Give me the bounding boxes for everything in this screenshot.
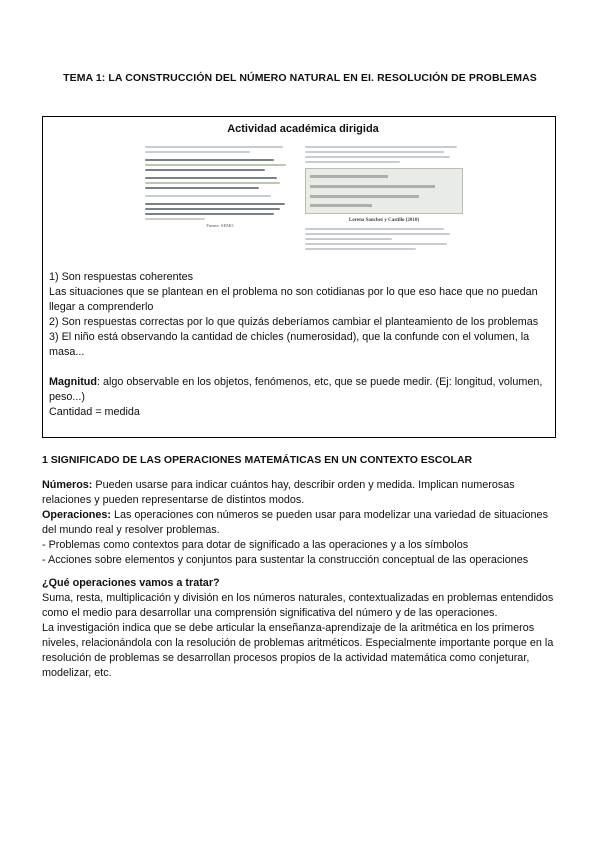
operaciones-text: Las operaciones con números se pueden usar para modelizar una variedad de situaciones del mundo real y resolver problemas. (42, 509, 548, 536)
answer-line-3: 2) Son respuestas correctas por lo que quizás deberíamos cambiar el planteamiento de los problemas (49, 316, 539, 328)
magnitud-definition (49, 375, 553, 405)
operaciones-bullet-1: - Problemas como contextos para dotar de significado a las operaciones y a los símbolos (42, 539, 469, 551)
operaciones-label: Operaciones: (42, 509, 112, 521)
embedded-screenshot (305, 168, 463, 214)
activity-image-caption-right: Lorena Sanchez y Castillo (2010) (348, 218, 420, 223)
section-body (42, 478, 558, 681)
paragraph-1: Suma, resta, multiplicación y división en los números naturales, contextualizadas en problemas entendidos como el medio para desarrollar una comprensión significativa del número y de las operaciones. (42, 592, 554, 619)
numeros-label: Números: (42, 479, 93, 491)
activity-image (143, 119, 463, 267)
page-title: TEMA 1: LA CONSTRUCCIÓN DEL NÚMERO NATURAL EN EI. RESOLUCIÓN DE PROBLEMAS (63, 72, 537, 84)
question-heading: ¿Qué operaciones vamos a tratar? (42, 577, 220, 589)
operaciones-bullet-2: - Acciones sobre elementos y conjuntos para sustentar la construcción conceptual de las operaciones (42, 554, 529, 566)
activity-image-left-column (145, 143, 295, 228)
answer-line-4: 3) El niño está observando la cantidad de chicles (numerosidad), que la confunde con el volumen, la masa... (49, 331, 530, 358)
magnitud-label: Magnitud (49, 376, 97, 388)
activity-box (42, 116, 556, 438)
numeros-paragraph (42, 478, 558, 508)
activity-image-caption-left: Fuente: SEMO (206, 223, 234, 228)
cantidad-line: Cantidad = medida (49, 406, 140, 418)
activity-answers (49, 270, 553, 420)
activity-image-right-column (305, 143, 463, 253)
activity-image-title: Actividad académica dirigida (227, 123, 379, 135)
magnitud-text: : algo observable en los objetos, fenómenos, etc, que se puede medir. (Ej: longitud, volumen, peso...) (49, 376, 543, 403)
numeros-text: Pueden usarse para indicar cuántos hay, describir orden y medida. Implican numerosas relaciones y pueden representarse de distintos modos. (42, 479, 515, 506)
paragraph-2: La investigación indica que se debe articular la enseñanza-aprendizaje de la aritmética en los primeros niveles, relacionándola con la resolución de problemas aritméticos. Especialmente importante porque en la resolución de problemas se desarrollan procesos propios de la actividad matemática como conjeturar, modelizar, etc. (42, 622, 554, 679)
answer-line-2: Las situaciones que se plantean en el problema no son cotidianas por lo que eso hace que no puedan llegar a comprenderlo (49, 286, 538, 313)
answer-line-1: 1) Son respuestas coherentes (49, 271, 194, 283)
operaciones-paragraph (42, 508, 558, 538)
section-heading: 1 SIGNIFICADO DE LAS OPERACIONES MATEMÁTICAS EN UN CONTEXTO ESCOLAR (42, 454, 473, 466)
